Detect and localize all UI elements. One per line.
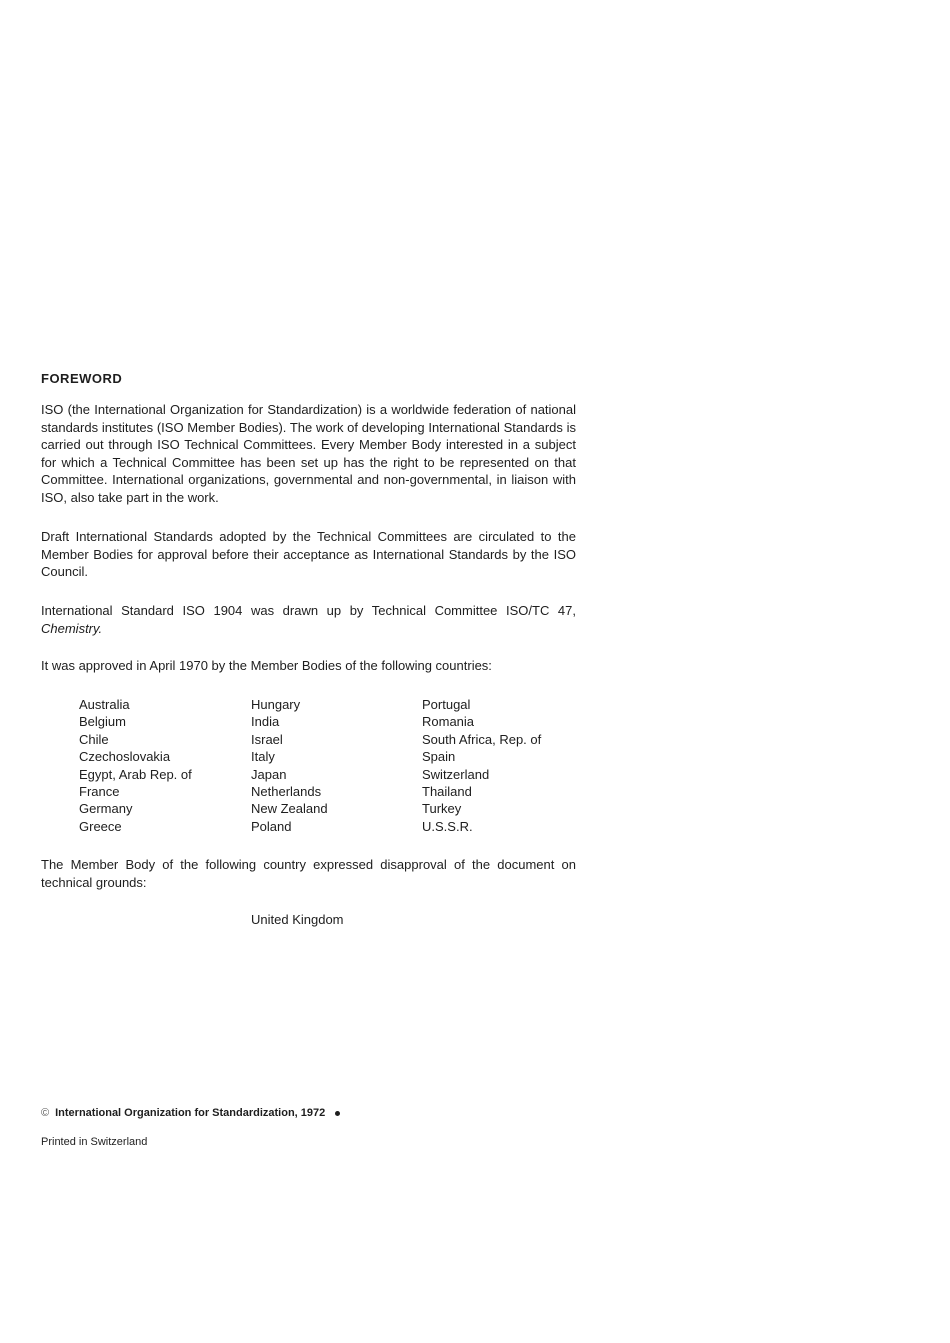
country-item: Japan: [251, 766, 287, 782]
foreword-paragraph-5: The Member Body of the following country expressed disapproval of the document on technical grounds:: [41, 857, 576, 890]
foreword-paragraph-1: ISO (the International Organization for Standardization) is a worldwide federation of national standards institutes (ISO Member Bodies). The work of developing International Standards is carried out through ISO Technical Committees. Every Member Body interested in a subject for which a Technical Committee has been set up has the right to be represented on that Committee. International organizations, governmental and non-governmental, in liaison with ISO, also take part in the work.: [41, 402, 576, 505]
country-item: South Africa, Rep. of: [422, 731, 542, 747]
country-item: Romania: [422, 714, 475, 730]
countries-column-1: [79, 696, 192, 835]
country-item: Poland: [251, 818, 292, 834]
foreword-paragraph-4: It was approved in April 1970 by the Member Bodies of the following countries:: [41, 658, 492, 673]
foreword-heading: FOREWORD: [41, 371, 123, 386]
country-item: Netherlands: [251, 783, 322, 799]
country-item: Australia: [79, 697, 130, 712]
country-item: Portugal: [422, 697, 471, 712]
country-item: U.S.S.R.: [422, 818, 473, 834]
country-item: Germany: [79, 801, 133, 817]
paragraph-3-text: International Standard ISO 1904 was drawn up by Technical Committee ISO/TC 47,: [41, 603, 576, 618]
country-item: New Zealand: [251, 801, 328, 817]
country-item: India: [251, 714, 280, 730]
copyright-text: International Organization for Standardization, 1972: [55, 1107, 326, 1119]
bullet-icon: [335, 1111, 340, 1116]
printed-location: Printed in Switzerland: [41, 1136, 148, 1148]
country-item: Spain: [422, 749, 456, 765]
country-item: Egypt, Arab Rep. of: [79, 766, 192, 782]
country-item: Czechoslovakia: [79, 749, 171, 765]
copyright-icon: ©: [41, 1107, 50, 1119]
country-item: Belgium: [79, 714, 126, 730]
country-item: Switzerland: [422, 766, 490, 782]
country-item: Thailand: [422, 783, 472, 799]
foreword-paragraph-2: Draft International Standards adopted by the Technical Committees are circulated to the Member Bodies for approval before their acceptance as International Standards by the ISO Council.: [41, 529, 576, 580]
committee-name: Chemistry.: [41, 620, 103, 636]
country-item: Italy: [251, 749, 275, 765]
disapproving-country: United Kingdom: [251, 912, 344, 927]
country-item: Israel: [251, 731, 283, 747]
foreword-paragraph-3: [41, 602, 576, 637]
country-item: France: [79, 783, 120, 799]
country-item: Chile: [79, 731, 109, 747]
country-item: Hungary: [251, 697, 301, 712]
countries-column-3: [422, 696, 541, 835]
country-item: Turkey: [422, 801, 462, 817]
country-item: Greece: [79, 818, 122, 834]
countries-column-2: [251, 696, 328, 835]
copyright-line: [41, 1107, 340, 1119]
